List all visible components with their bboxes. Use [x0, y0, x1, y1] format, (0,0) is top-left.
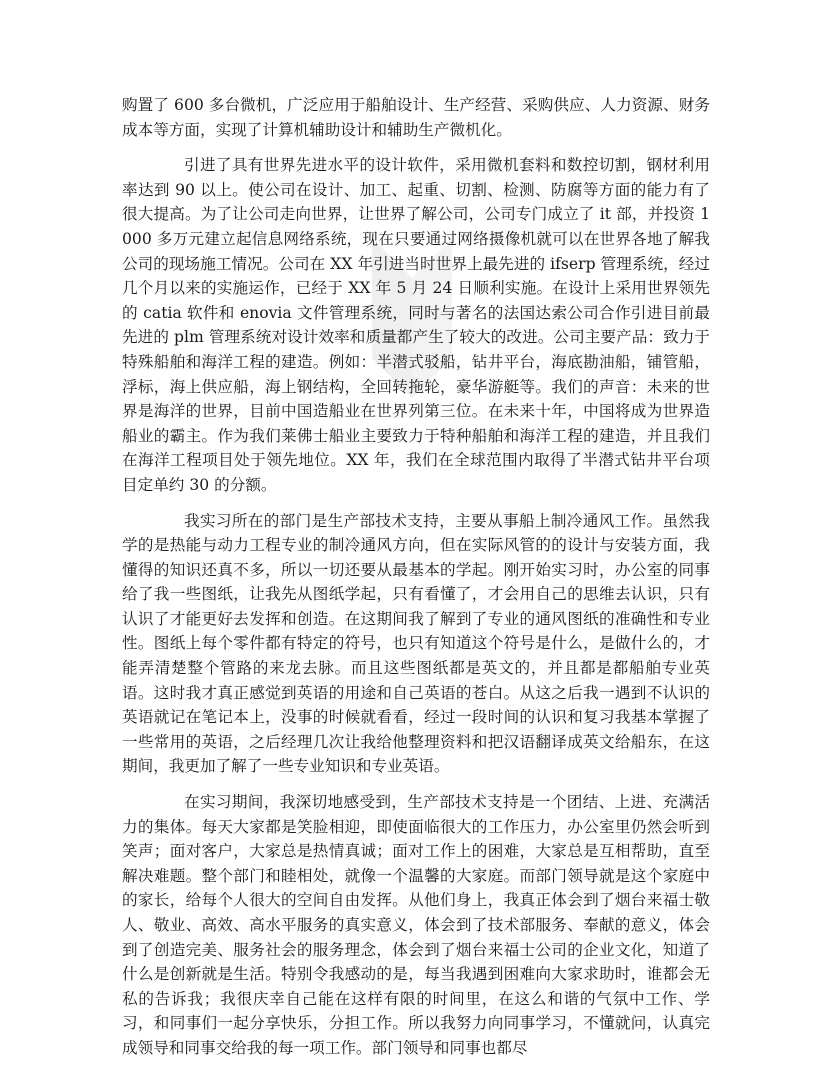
paragraph-2: 引进了具有世界先进水平的设计软件，采用微机套料和数控切割，钢材利用率达到 90 以上。使公司在设计、加工、起重、切割、检测、防腐等方面的能力有了很大提高。为了让公司走向世界，让世界了解公司，公司专门成立了 it 部，并投资 1000 多万元建立起信息网络系统，现在只要通过网络摄像机就可以在世界各地了解我公司的现场施工情况。公司在 XX 年引进当时世界上最先进的 ifserp 管理系统，经过几个月以来的实施运作，已经于 XX 年 5 月 24 日顺利实施。在设计上采用世界领先的 catia 软件和 enovia 文件管理系统，同时与著名的法国达索公司合作引进目前最先进的 plm 管理系统对设计效率和质量都产生了较大的改进。公司主要产品：致力于特殊船舶和海洋工程的建造。例如：半潜式驳船，钻井平台，海底勘油船，铺管船，浮标，海上供应船，海上钢结构，全回转拖轮，豪华游艇等。我们的声音：未来的世界是海洋的世界，目前中国造船业在世界列第三位。在未来十年，中国将成为世界造船业的霸主。作为我们莱佛士船业主要致力于特种船舶和海洋工程的建造，并且我们在海洋工程项目处于领先地位。XX 年，我们在全球范围内取得了半潜式钻井平台项目定单约 30 的分额。	[122, 156, 710, 494]
paragraph-4: 在实习期间，我深切地感受到，生产部技术支持是一个团结、上进、充满活力的集体。每天大家都是笑脸相迎，即使面临很大的工作压力，办公室里仍然会听到笑声；面对客户，大家总是热情真诚；面对工作上的困难，大家总是互相帮助，直至解决难题。整个部门和睦相处，就像一个温馨的大家庭。而部门领导就是这个家庭中的家长，给每个人很大的空间自由发挥。从他们身上，我真正体会到了烟台来福士敬人、敬业、高效、高水平服务的真实意义，体会到了技术部服务、奉献的意义，体会到了创造完美、服务社会的服务理念，体会到了烟台来福士公司的企业文化，知道了什么是创新就是生活。特别令我感动的是，每当我遇到困难向大家求助时，谁都会无私的告诉我；我很庆幸自己能在这样有限的时间里，在这么和谐的气氛中工作、学习，和同事们一起分享快乐，分担工作。所以我努力向同事学习，不懂就问，认真完成领导和同事交给我的每一项工作。部门领导和同事也都尽	[122, 793, 710, 1057]
paragraph-1: 购置了 600 多台微机，广泛应用于船舶设计、生产经营、采购供应、人力资源、财务成本等方面，实现了计算机辅助设计和辅助生产微机化。	[122, 96, 710, 139]
paragraph-3: 我实习所在的部门是生产部技术支持，主要从事船上制冷通风工作。虽然我学的是热能与动力工程专业的制冷通风方向，但在实际风管的的设计与安装方面，我懂得的知识还真不多，所以一切还要从最基本的学起。刚开始实习时，办公室的同事给了我一些图纸，让我先从图纸学起，只有看懂了，才会用自己的思维去认识，只有认识了才能更好去发挥和创造。在这期间我了解到了专业的通风图纸的准确性和专业性。图纸上每个零件都有特定的符号，也只有知道这个符号是什么，是做什么的，才能弄清楚整个管路的来龙去脉。而且这些图纸都是英文的，并且都是都船舶专业英语。这时我才真正感觉到英语的用途和自己英语的苍白。从这之后我一遇到不认识的英语就记在笔记本上，没事的时候就看看，经过一段时间的认识和复习我基本掌握了一些常用的英语，之后经理几次让我给他整理资料和把汉语翻译成英文给船东，在这期间，我更加了解了一些专业知识和专业英语。	[122, 511, 710, 776]
document-body	[122, 93, 710, 1061]
